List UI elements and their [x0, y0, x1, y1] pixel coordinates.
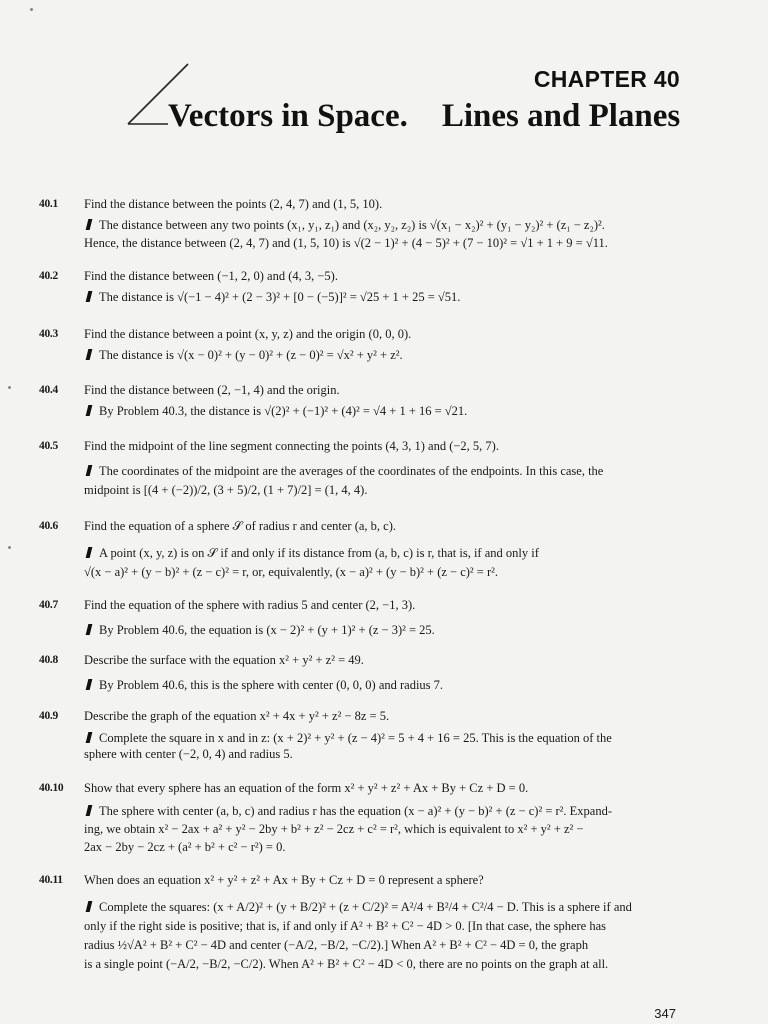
solution-mark-icon	[86, 901, 93, 912]
solution-line	[84, 820, 684, 838]
solution-text: Complete the squares: (x + A/2)² + (y + B/2)² + (z + C/2)² = A²/4 + B²/4 + C²/4 − D. This is a sphere if and	[99, 900, 632, 914]
problem-question: Describe the surface with the equation x² + y² + z² = 49.	[84, 653, 364, 667]
problem-solution	[84, 730, 684, 762]
solution-line	[84, 544, 684, 563]
solution-line	[84, 402, 684, 420]
solution-line	[84, 676, 684, 694]
solution-text: Complete the square in x and in z: (x + 2)² + y² + (z − 4)² = 5 + 4 + 16 = 25. This is the equation of the	[99, 731, 612, 745]
solution-mark-icon	[86, 732, 93, 743]
problem-question: Find the distance between (2, −1, 4) and the origin.	[84, 383, 340, 397]
solution-mark-icon	[86, 465, 93, 476]
problem-number: 40.2	[39, 270, 58, 282]
problem-solution	[84, 898, 684, 974]
problem-question: Find the distance between the points (2, 4, 7) and (1, 5, 10).	[84, 197, 383, 211]
solution-line	[84, 621, 684, 639]
solution-line	[84, 917, 684, 936]
solution-mark-icon	[86, 624, 93, 635]
problem-solution	[84, 216, 684, 252]
chapter-title-part1: Vectors in Space.	[168, 98, 408, 134]
solution-line	[84, 730, 684, 746]
solution-text: The distance is √(x − 0)² + (y − 0)² + (z − 0)² = √x² + y² + z².	[99, 348, 403, 362]
solution-text: radius ½√A² + B² + C² − 4D and center (−A/2, −B/2, −C/2).] When A² + B² + C² − 4D = 0, the graph	[84, 938, 589, 952]
solution-mark-icon	[86, 291, 93, 302]
solution-line	[84, 955, 684, 974]
page-number: 347	[654, 1006, 676, 1021]
solution-line	[84, 838, 684, 856]
solution-text: The distance is √(−1 − 4)² + (2 − 3)² + [0 − (−5)]² = √25 + 1 + 25 = √51.	[99, 290, 461, 304]
solution-text: The distance between any two points (x₁, y₁, z₁) and (x₂, y₂, z₂) is √(x₁ − x₂)² + (y₁ − y₂)² + (z₁ − z₂)².	[99, 218, 605, 232]
problem-number: 40.9	[39, 710, 58, 722]
solution-line	[84, 462, 684, 481]
solution-line	[84, 746, 684, 762]
solution-text: midpoint is [(4 + (−2))/2, (3 + 5)/2, (1 + 7)/2] = (1, 4, 4).	[84, 483, 368, 497]
solution-mark-icon	[86, 405, 93, 416]
chapter-title-part2: Lines and Planes	[441, 98, 681, 134]
problem-solution	[84, 544, 684, 582]
solution-mark-icon	[86, 547, 93, 558]
problem-number: 40.5	[39, 440, 58, 452]
solution-line	[84, 288, 684, 306]
solution-text: A point (x, y, z) is on 𝒮 if and only if its distance from (a, b, c) is r, that is, if and only if	[99, 546, 539, 560]
chapter-label: CHAPTER 40	[533, 66, 680, 92]
problem-solution	[84, 621, 684, 639]
problem-number: 40.3	[39, 328, 58, 340]
solution-text: ing, we obtain x² − 2ax + a² + y² − 2by + b² + z² − 2cz + c² = r², which is equivalent to x² + y² + z² −	[84, 822, 584, 836]
solution-line	[84, 802, 684, 820]
problem-solution	[84, 346, 684, 364]
problem-question: When does an equation x² + y² + z² + Ax + By + Cz + D = 0 represent a sphere?	[84, 873, 484, 887]
solution-text: The coordinates of the midpoint are the averages of the coordinates of the endpoints. In this case, the	[99, 464, 604, 478]
problem-number: 40.6	[39, 520, 58, 532]
problem-solution	[84, 288, 684, 306]
problem-number: 40.11	[39, 874, 63, 886]
solution-line	[84, 936, 684, 955]
solution-text: By Problem 40.6, this is the sphere with center (0, 0, 0) and radius 7.	[99, 678, 444, 692]
problem-solution	[84, 462, 684, 500]
problem-solution	[84, 802, 684, 856]
problem-question: Find the distance between (−1, 2, 0) and (4, 3, −5).	[84, 269, 338, 283]
solution-mark-icon	[86, 219, 93, 230]
problem-question: Describe the graph of the equation x² + 4x + y² + z² − 8z = 5.	[84, 709, 390, 723]
solution-text: By Problem 40.3, the distance is √(2)² + (−1)² + (4)² = √4 + 1 + 16 = √21.	[99, 404, 468, 418]
solution-line	[84, 346, 684, 364]
solution-text: is a single point (−A/2, −B/2, −C/2). When A² + B² + C² − 4D < 0, there are no points on the graph at all.	[84, 957, 609, 971]
solution-text: √(x − a)² + (y − b)² + (z − c)² = r, or, equivalently, (x − a)² + (y − b)² + (z − c)² = r².	[84, 565, 499, 579]
problem-number: 40.8	[39, 654, 58, 666]
problem-question: Show that every sphere has an equation of the form x² + y² + z² + Ax + By + Cz + D = 0.	[84, 781, 529, 795]
problem-question: Find the equation of the sphere with radius 5 and center (2, −1, 3).	[84, 598, 416, 612]
problem-number: 40.4	[39, 384, 58, 396]
solution-line	[84, 563, 684, 582]
problem-number: 40.7	[39, 599, 58, 611]
solution-text: By Problem 40.6, the equation is (x − 2)² + (y + 1)² + (z − 3)² = 25.	[99, 623, 435, 637]
problem-question: Find the midpoint of the line segment connecting the points (4, 3, 1) and (−2, 5, 7).	[84, 439, 499, 453]
solution-line	[84, 216, 684, 234]
problem-solution	[84, 676, 684, 694]
solution-text: sphere with center (−2, 0, 4) and radius 5.	[84, 747, 293, 761]
solution-text: 2ax − 2by − 2cz + (a² + b² + c² − r²) = 0.	[84, 840, 286, 854]
solution-mark-icon	[86, 679, 93, 690]
solution-line	[84, 234, 684, 252]
problem-question: Find the equation of a sphere 𝒮 of radius r and center (a, b, c).	[84, 519, 396, 533]
solution-mark-icon	[86, 805, 93, 816]
solution-text: only if the right side is positive; that is, if and only if A² + B² + C² − 4D > 0. [In that case, the sphere has	[84, 919, 607, 933]
problem-number: 40.10	[39, 782, 64, 794]
problem-number: 40.1	[39, 198, 58, 210]
chapter-title	[168, 98, 680, 135]
solution-line	[84, 481, 684, 500]
solution-line	[84, 898, 684, 917]
problem-question: Find the distance between a point (x, y, z) and the origin (0, 0, 0).	[84, 327, 412, 341]
solution-text: Hence, the distance between (2, 4, 7) and (1, 5, 10) is √(2 − 1)² + (4 − 5)² + (7 − 10)² = √1 + 1 + 9 = √11.	[84, 236, 608, 250]
solution-text: The sphere with center (a, b, c) and radius r has the equation (x − a)² + (y − b)² + (z − c)² = r². Expand-	[99, 804, 613, 818]
solution-mark-icon	[86, 349, 93, 360]
problem-solution	[84, 402, 684, 420]
